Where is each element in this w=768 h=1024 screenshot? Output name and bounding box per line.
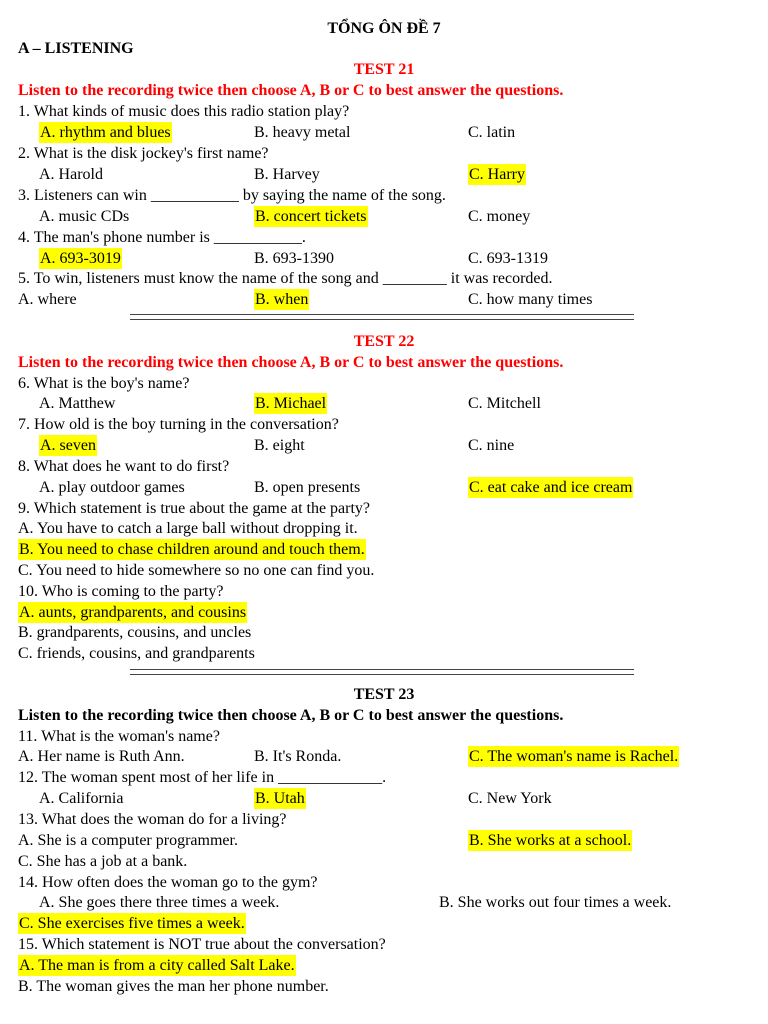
answer-row-7 [0,435,768,456]
test-22-title: TEST 22 [353,333,415,350]
option-7b[interactable]: B. eight [254,437,305,454]
answer-row-3 [0,206,768,227]
question-4: 4. The man's phone number is ___________. [18,229,306,246]
question-1: 1. What kinds of music does this radio station play? [18,103,350,120]
answer-row-12 [0,788,768,809]
question-14: 14. How often does the woman go to the gym? [18,874,318,891]
option-9b[interactable]: B. You need to chase children around and touch them. [19,541,365,558]
option-6a[interactable]: A. Matthew [39,395,116,412]
question-12: 12. The woman spent most of her life in _____________. [18,769,387,786]
option-14c[interactable]: C. She exercises five times a week. [19,915,245,932]
answer-row-11 [0,746,768,767]
option-5a[interactable]: A. where [18,291,77,308]
section-heading: A – LISTENING [18,40,134,57]
option-8c[interactable]: C. eat cake and ice cream [469,479,633,496]
answer-row-4 [0,248,768,269]
option-1c[interactable]: C. latin [468,124,516,141]
option-6c[interactable]: C. Mitchell [468,395,541,412]
option-5b[interactable]: B. when [255,291,309,308]
question-2: 2. What is the disk jockey's first name? [18,145,269,162]
answer-row-5 [0,289,768,310]
option-12c[interactable]: C. New York [468,790,552,807]
question-8: 8. What does he want to do first? [18,458,230,475]
option-13a[interactable]: A. She is a computer programmer. [18,832,238,849]
option-3c[interactable]: C. money [468,208,531,225]
option-3a[interactable]: A. music CDs [39,208,130,225]
question-11: 11. What is the woman's name? [18,728,220,745]
answer-row-13 [0,830,768,851]
option-14b[interactable]: B. She works out four times a week. [439,894,672,911]
question-3: 3. Listeners can win ___________ by saying the name of the song. [18,187,446,204]
option-13b[interactable]: B. She works at a school. [469,832,632,849]
option-4b[interactable]: B. 693-1390 [254,250,334,267]
question-15: 15. Which statement is NOT true about the conversation? [18,936,386,953]
option-10b[interactable]: B. grandparents, cousins, and uncles [18,624,252,641]
option-5c[interactable]: C. how many times [468,291,593,308]
test-23-instruction: Listen to the recording twice then choose A, B or C to best answer the questions. [18,707,564,724]
option-11a[interactable]: A. Her name is Ruth Ann. [18,748,185,765]
option-2c[interactable]: C. Harry [469,166,525,183]
test-21-instruction: Listen to the recording twice then choose A, B or C to best answer the questions. [18,82,564,99]
question-5: 5. To win, listeners must know the name of the song and ________ it was recorded. [18,270,553,287]
option-1a[interactable]: A. rhythm and blues [40,124,171,141]
option-6b[interactable]: B. Michael [255,395,327,412]
question-10: 10. Who is coming to the party? [18,583,224,600]
option-9c[interactable]: C. You need to hide somewhere so no one can find you. [18,562,375,579]
option-10c[interactable]: C. friends, cousins, and grandparents [18,645,255,662]
test-22-instruction: Listen to the recording twice then choose A, B or C to best answer the questions. [18,354,564,371]
separator [130,314,634,320]
option-10a[interactable]: A. aunts, grandparents, and cousins [19,604,247,621]
option-1b[interactable]: B. heavy metal [254,124,351,141]
option-9a[interactable]: A. You have to catch a large ball without dropping it. [18,520,358,537]
option-15a[interactable]: A. The man is from a city called Salt Lake. [19,957,295,974]
answer-row-14 [0,892,768,913]
option-12b[interactable]: B. Utah [255,790,305,807]
option-12a[interactable]: A. California [39,790,124,807]
option-2b[interactable]: B. Harvey [254,166,320,183]
option-13c[interactable]: C. She has a job at a bank. [18,853,188,870]
test-21-title: TEST 21 [353,61,415,78]
answer-row-2 [0,164,768,185]
question-7: 7. How old is the boy turning in the conversation? [18,416,339,433]
answer-row-6 [0,393,768,414]
option-8b[interactable]: B. open presents [254,479,361,496]
question-13: 13. What does the woman do for a living? [18,811,287,828]
option-8a[interactable]: A. play outdoor games [39,479,185,496]
option-11b[interactable]: B. It's Ronda. [254,748,342,765]
page-title: TỔNG ÔN ĐỀ 7 [327,20,441,37]
option-4a[interactable]: A. 693-3019 [40,250,121,267]
option-7c[interactable]: C. nine [468,437,515,454]
answer-row-1 [0,122,768,143]
test-23-title: TEST 23 [353,686,415,703]
option-4c[interactable]: C. 693-1319 [468,250,548,267]
option-2a[interactable]: A. Harold [39,166,103,183]
question-9: 9. Which statement is true about the game at the party? [18,500,371,517]
option-15b[interactable]: B. The woman gives the man her phone number. [18,978,329,995]
option-11c[interactable]: C. The woman's name is Rachel. [469,748,679,765]
option-3b[interactable]: B. concert tickets [255,208,367,225]
option-14a[interactable]: A. She goes there three times a week. [39,894,280,911]
question-6: 6. What is the boy's name? [18,375,190,392]
separator [130,669,634,675]
option-7a[interactable]: A. seven [40,437,96,454]
answer-row-8 [0,477,768,498]
